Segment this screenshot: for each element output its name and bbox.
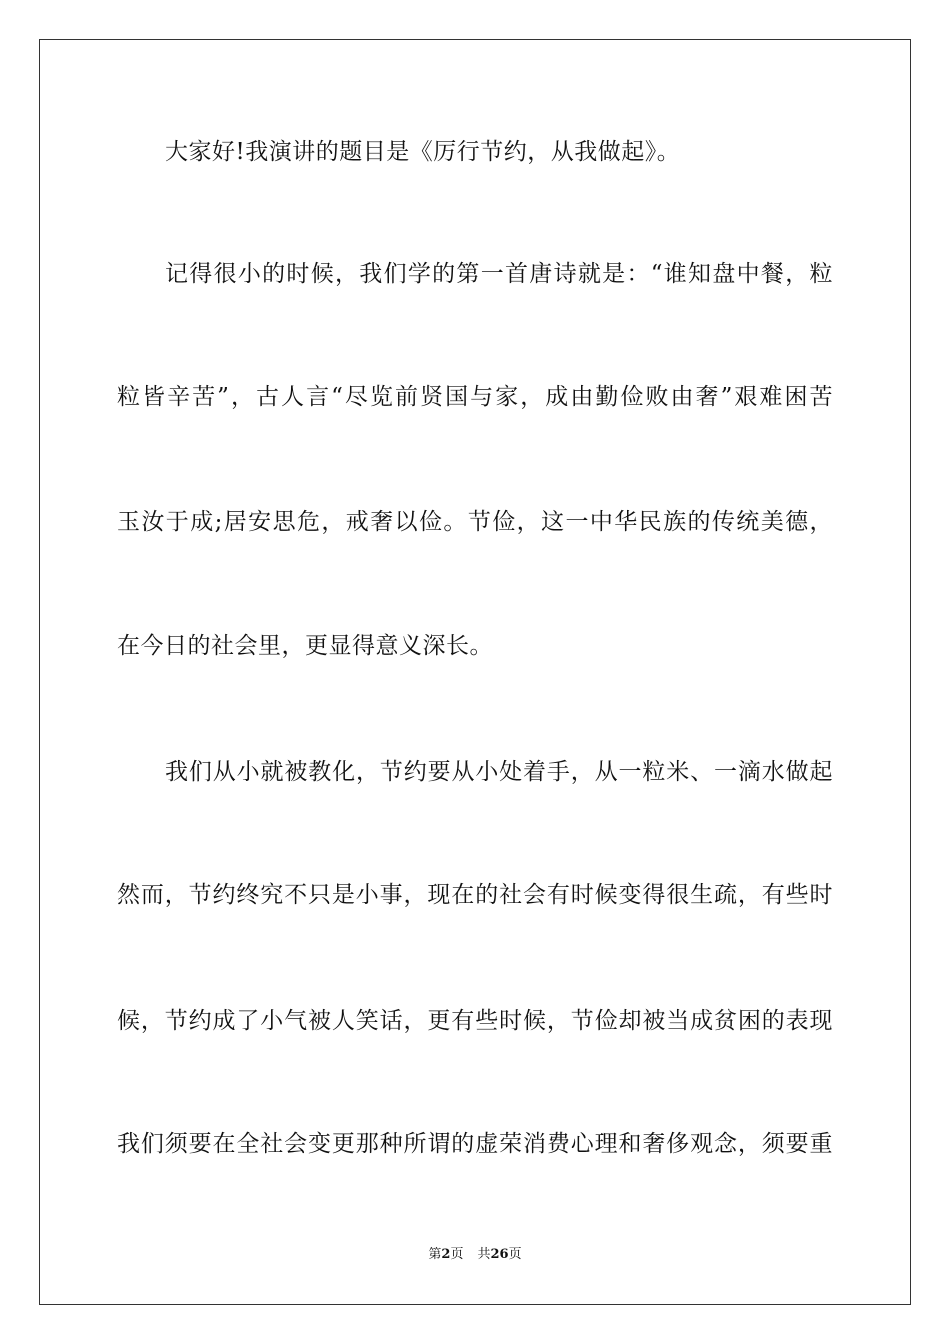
- page-border: [39, 39, 911, 1305]
- paragraph-3-line-4: 我们须要在全社会变更那种所谓的虚荣消费心理和奢侈观念，须要重: [117, 1131, 833, 1157]
- page-prefix: 第: [428, 1247, 442, 1262]
- paragraph-3-line-2: 然而，节约终究不只是小事，现在的社会有时候变得很生疏，有些时: [117, 882, 833, 908]
- paragraph-3-line-3: 候，节约成了小气被人笑话，更有些时候，节俭却被当成贫困的表现: [117, 1008, 833, 1034]
- total-prefix: 共: [477, 1247, 491, 1262]
- paragraph-2-line-4: 在今日的社会里，更显得意义深长。: [117, 633, 493, 659]
- page-number: 2: [441, 1247, 451, 1262]
- paragraph-2-line-2: 粒皆辛苦”，古人言“尽览前贤国与家，成由勤俭败由奢”艰难困苦: [117, 384, 833, 410]
- paragraph-2-line-1: 记得很小的时候，我们学的第一首唐诗就是：“谁知盘中餐，粒: [165, 261, 833, 287]
- paragraph-3-line-1: 我们从小就被教化，节约要从小处着手，从一粒米、一滴水做起: [165, 759, 833, 785]
- page-footer: [0, 1246, 950, 1264]
- total-pages: 26: [490, 1247, 509, 1262]
- total-suffix: 页: [508, 1247, 522, 1262]
- page-suffix: 页: [450, 1247, 464, 1262]
- paragraph-1-line-1: 大家好!我演讲的题目是《厉行节约，从我做起》。: [165, 139, 681, 165]
- paragraph-2-line-3: 玉汝于成;居安思危，戒奢以俭。节俭，这一中华民族的传统美德，: [117, 509, 833, 535]
